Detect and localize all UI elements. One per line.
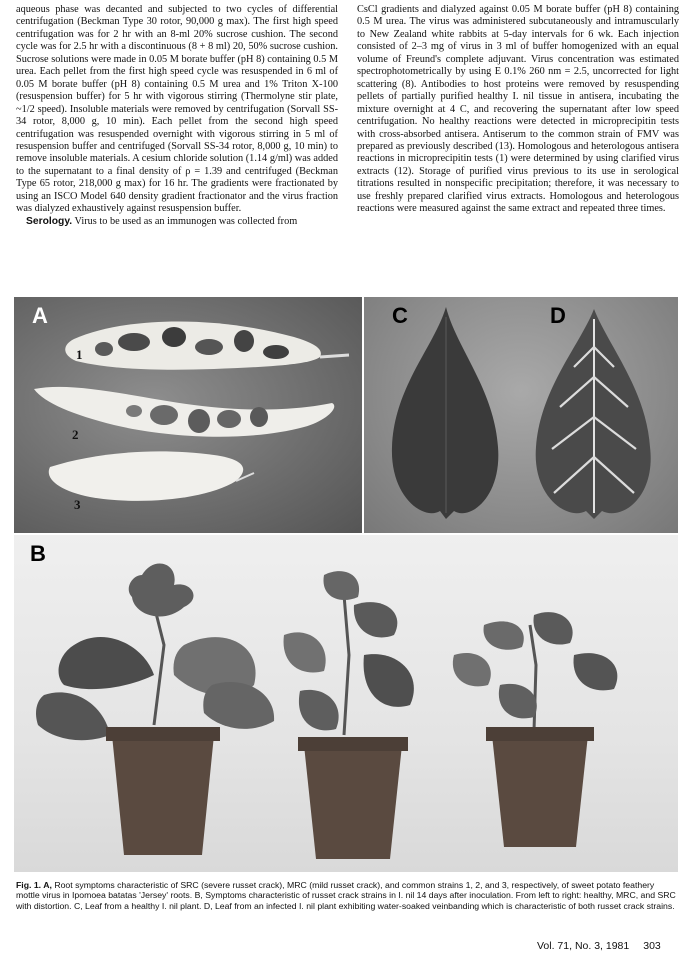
figure-1 [14,297,678,872]
section-heading-serology: Serology. [26,215,73,227]
root-2-image [34,387,334,437]
figure-caption [16,880,680,911]
plant-mrc-image [284,571,414,859]
plant-healthy-image [36,564,274,855]
paragraph-serology [16,216,338,228]
panel-b-plants-photo [14,535,678,872]
panel-a-roots-photo [14,297,362,533]
plant-src-image [453,612,618,847]
panel-cd-leaves-photo [364,297,678,533]
page-footer [537,940,661,952]
antisera-text-a: CsCl gradients and dialyzed against 0.05 M borate buffer (pH 8) containing 0.5 M urea. The virus was administered subcutaneously and intramuscularly to New Zealand white rabbits at 5-day intervals for 6 wk. Each injection consisted of 2–3 mg of virus in 3 ml of buffer homogenized with an equal volume of Freund's complete adjuvant. Virus concentration was estimated spectrophotometrically by using [357,4,679,78]
caption-text: Root symptoms characteristic of SRC (severe russet crack), MRC (mild russet crack), and common strains 1, 2, and 3, respectively, of sweet potato feathery mottle virus in Ipomoea batatas 'Jersey' roots. B, Symptoms characteristic of russet crack strains in I. nil 14 days after inoculation. From left to right: healthy, MRC, and SRC with distortion. C, Leaf from a healthy I. nil plant. D, Leaf from an infected I. nil plant exhibiting water-soaked veinbanding which is characteristic of both russet crack strains. [16,880,676,911]
right-text-column [357,4,679,216]
paragraph-antisera [357,4,679,216]
leaf-d-infected-image [536,309,651,519]
page-number: 303 [643,940,661,952]
root-3-image [49,451,254,500]
paragraph-centrifugation: aqueous phase was decanted and subjected to two cycles of differential centrifugation (Beckman Type 30 rotor, 90,000 g max). The first high speed centrifugation was for 2 hr with an 8-ml 20% sucrose cushion. The second cycle was for 2.5 hr with a discontinuous (8 + 8 ml) 20, 50% sucrose cushion. Sucrose solutions were made in 0.05 M borate buffer (pH 8) containing 0.5 M urea. Each pellet from the first high speed cycle was resuspended in 6 ml of 0.05 M borate buffer (pH 8) containing 0.5 M urea and 1% Triton X-100 (resuspension buffer) for 5 hr with vigorous stirring (Thermolyne stir plate, ~1/2 speed). Insoluble materials were removed by centrifugation (Sorvall SS-34 rotor, 8,000 g, 10 min). Each pellet from the second high speed centrifugation was resuspended overnight with vigorous stirring in 5 ml of resuspension buffer and centrifuged (Sorvall SS-34 rotor, 8,000 g, 10 min) to remove insoluble materials. A cesium chloride solution (1.14 g/ml) was added to the supernatant to a final density of ρ = 1.39 and centrifuged (Beckman Type 65 rotor, 218,000 g max) for 16 hr. The gradients were fractionated by using an ISCO Model 640 density gradient fractionator and the virus fraction was dialyzed exhaustively against resuspension buffer. [16,4,338,215]
journal-volume: Vol. 71, No. 3, 1981 [537,940,630,952]
panel-label-d: D [550,303,566,328]
panel-label-b: B [30,541,46,566]
caption-figure-number: Fig. 1. A, [16,880,52,890]
left-text-column [16,4,338,228]
root-label-1: 1 [76,347,83,362]
root-label-2: 2 [72,427,79,442]
root-label-3: 3 [74,497,81,512]
leaf-c-healthy-image [392,307,498,519]
antisera-text-b: , uncorrected for light scattering (8). Antibodies to host proteins were removed by resuspending pellets of partially purified healthy I. nil tissue in antisera, incubating the mixture overnight at 4 C, and recovering the supernatant after low speed centrifugation. No healthy reactions were detected in microprecipitin tests with cross-absorbed antisera. Antiserum to the common strain of FMV was prepared as previously described (13). Homologous and heterologous antisera reactions in microprecipitin tests (1) were determined by using clarified virus extracts (12). Storage of purified virus previous to its use in serological titrations resulted in nonspecific precipitation; therefore, it was necessary to use freshly prepared clarified virus extracts. Homologous and heterologous reactions were measured against the same extract and repeated three times. [357,66,680,215]
root-1-image [65,321,349,369]
panel-label-c: C [392,303,408,328]
panel-label-a: A [32,303,48,328]
serology-text: Virus to be used as an immunogen was collected from [74,215,298,227]
extinction-coefficient: E 0.1% 260 nm = 2.5 [494,66,587,78]
